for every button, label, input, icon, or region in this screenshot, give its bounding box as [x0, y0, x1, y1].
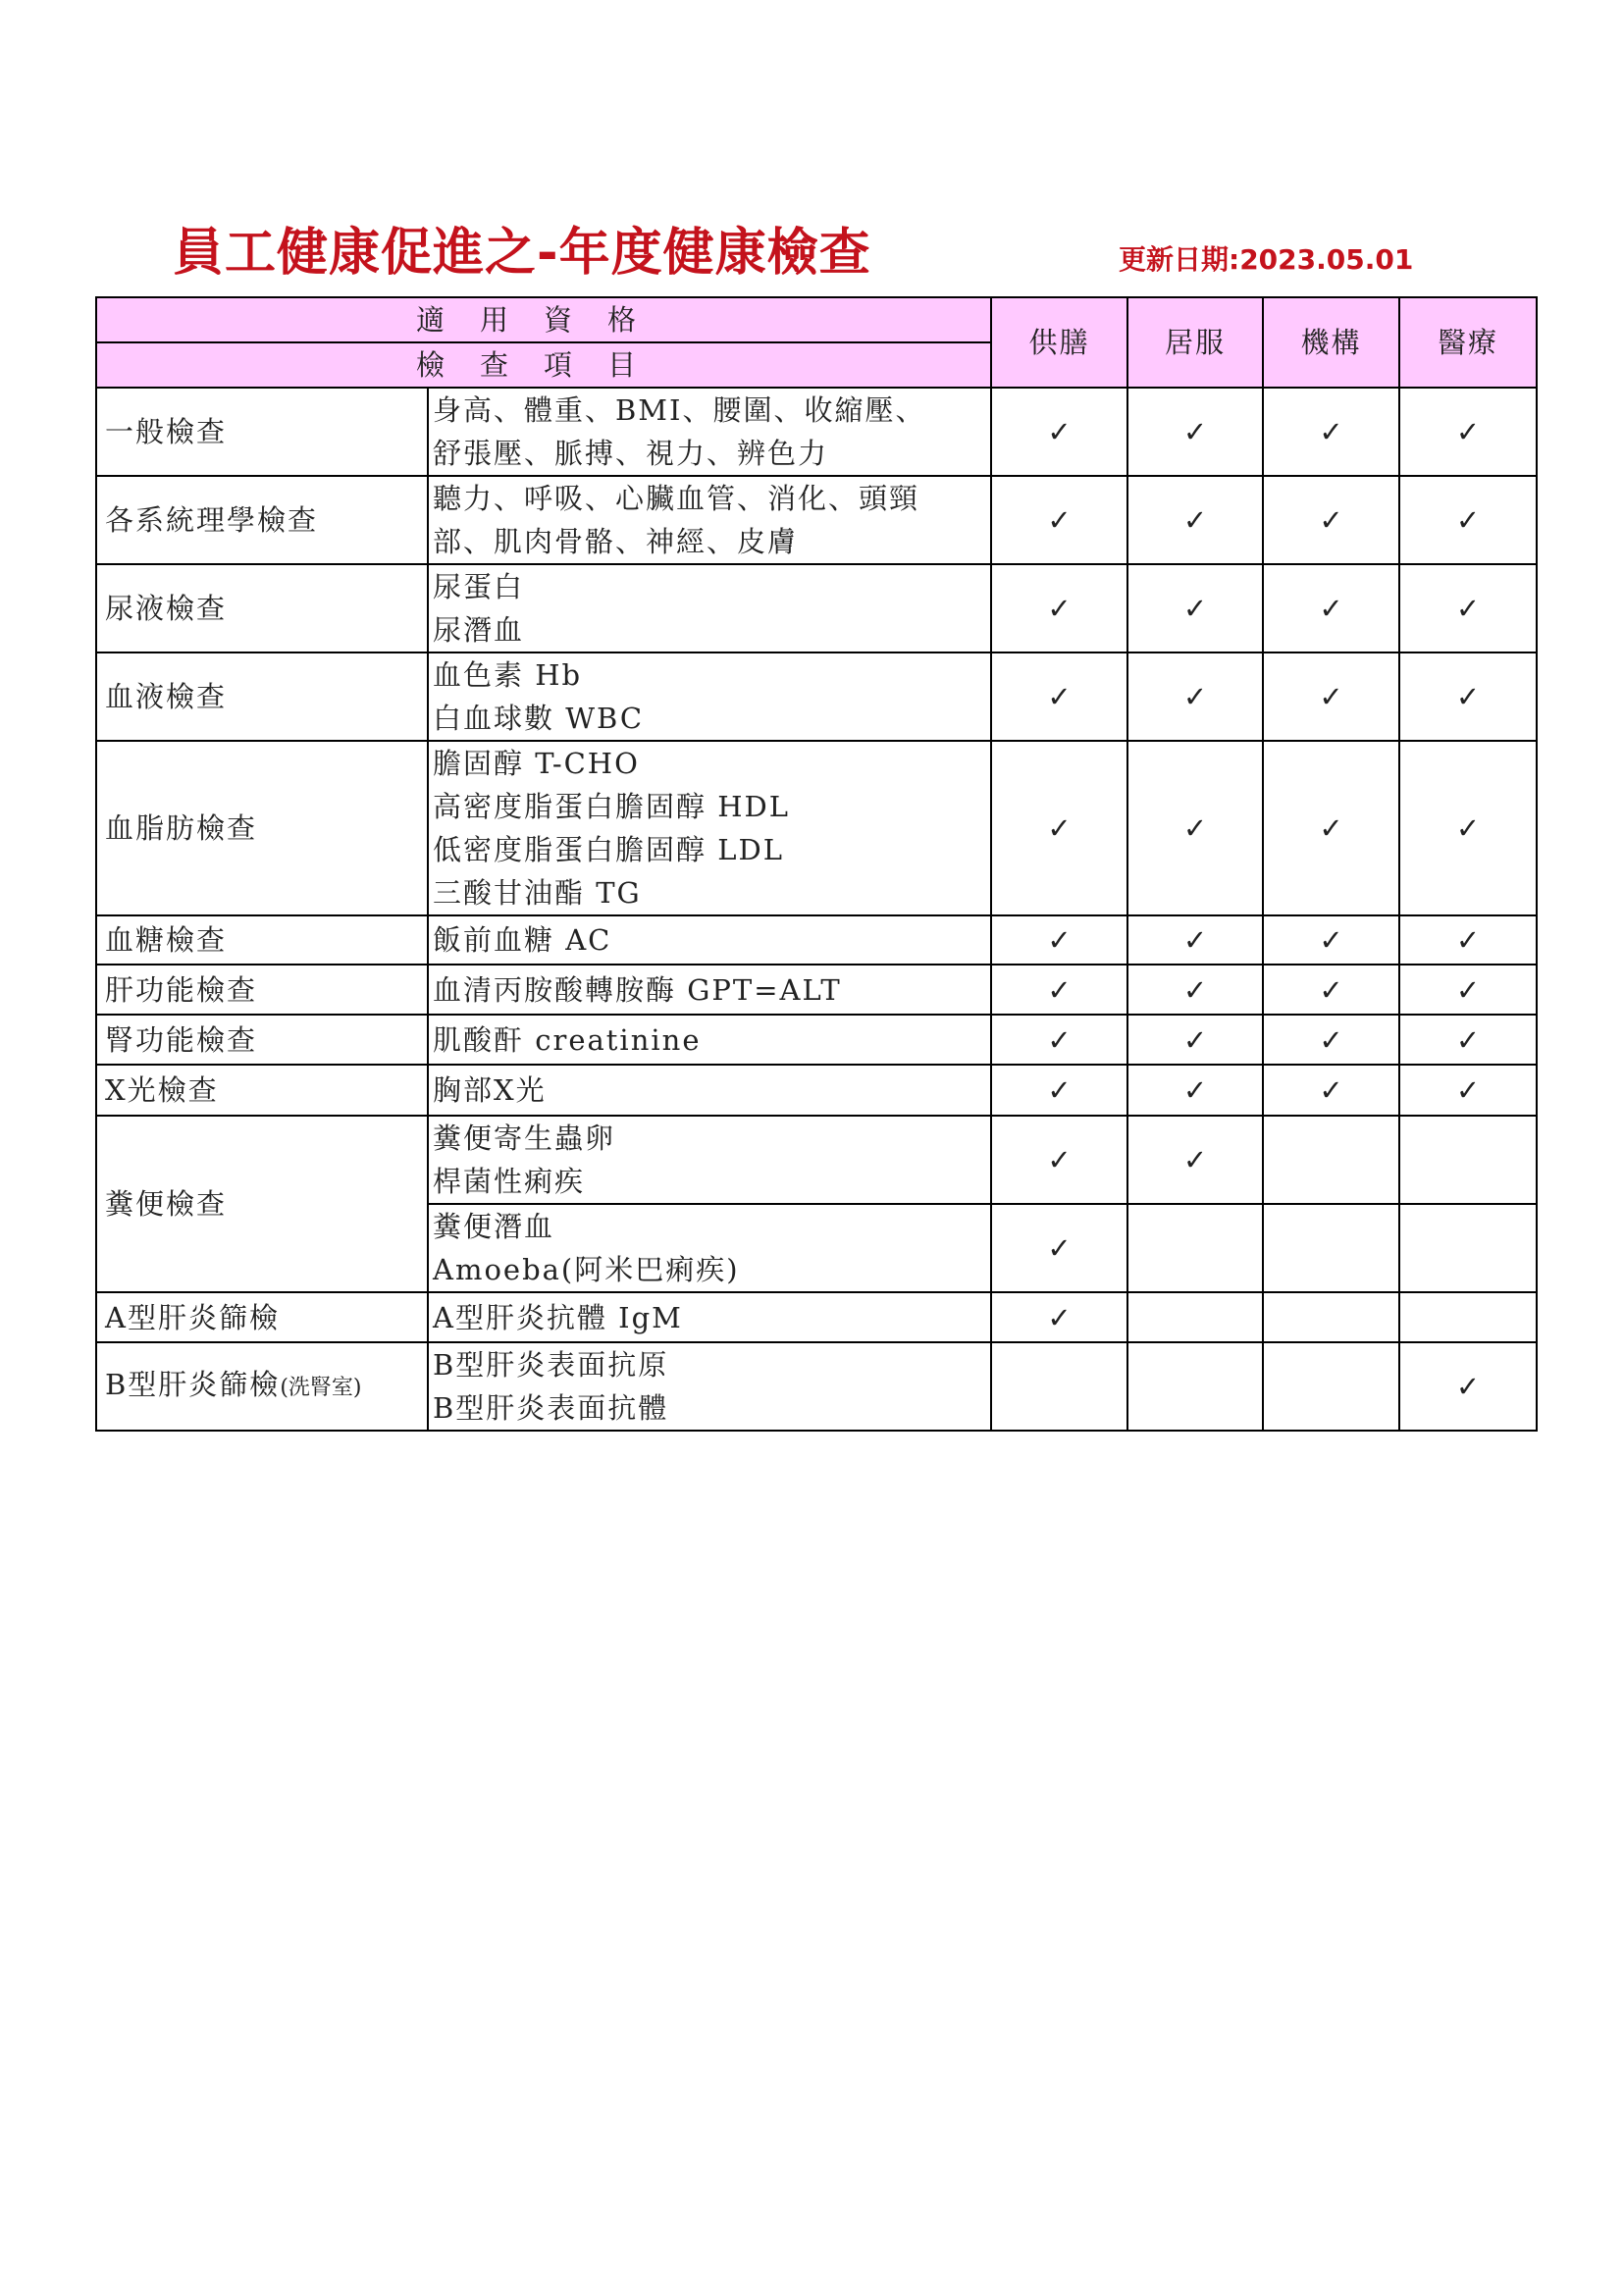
item-line: 身高、體重、BMI、腰圍、收縮壓、: [433, 393, 926, 427]
check-cell-catering: [991, 1065, 1127, 1116]
check-cell-home-care: [1127, 1065, 1263, 1116]
check-mark-icon: ✓: [1047, 1300, 1072, 1334]
check-cell-institution: [1263, 1065, 1399, 1116]
item-line: B型肝炎表面抗原: [433, 1348, 669, 1382]
category-label: 一般檢查: [105, 415, 228, 448]
check-cell-institution: [1263, 741, 1399, 915]
category-cell: [96, 1116, 428, 1292]
check-cell-medical: [1399, 741, 1537, 915]
item-line: B型肝炎表面抗體: [433, 1391, 669, 1425]
category-label: 各系統理學檢查: [105, 503, 319, 537]
category-cell: [96, 915, 428, 965]
check-mark-icon: ✓: [1047, 592, 1072, 625]
item-line: 肌酸酐 creatinine: [433, 1022, 702, 1057]
items-cell: [428, 476, 991, 564]
check-mark-icon: ✓: [1047, 923, 1072, 957]
category-label: 肝功能檢查: [105, 972, 258, 1007]
check-cell-institution: [1263, 652, 1399, 741]
category-cell: [96, 476, 428, 564]
check-mark-icon: ✓: [1455, 972, 1481, 1007]
check-mark-icon: ✓: [1319, 923, 1343, 957]
check-mark-icon: ✓: [1455, 503, 1481, 537]
check-cell-institution: [1263, 965, 1399, 1015]
items-cell: [428, 652, 991, 741]
items-cell: [428, 1342, 991, 1431]
check-mark-icon: ✓: [1047, 1022, 1072, 1057]
check-mark-icon: ✓: [1455, 923, 1481, 957]
check-cell-catering: [991, 1116, 1127, 1204]
item-line: 三酸甘油酯 TG: [433, 876, 642, 910]
table-row: [96, 652, 1537, 741]
check-mark-icon: ✓: [1182, 811, 1208, 845]
check-mark-icon: ✓: [1182, 680, 1208, 713]
category-note: (洗腎室): [280, 1376, 362, 1400]
items-cell: [428, 564, 991, 652]
check-cell-institution: [1263, 1015, 1399, 1065]
item-line: A型肝炎抗體 IgM: [433, 1300, 683, 1334]
check-cell-medical: [1399, 1065, 1537, 1116]
item-line: 白血球數 WBC: [433, 702, 645, 735]
check-cell-medical: [1399, 564, 1537, 652]
check-cell-catering: [991, 741, 1127, 915]
table-row: [96, 741, 1537, 915]
check-cell-institution: [1263, 1292, 1399, 1342]
item-line: 部、肌肉骨骼、神經、皮膚: [433, 525, 799, 558]
check-mark-icon: ✓: [1455, 415, 1481, 448]
column-header-medical: 醫療: [1399, 297, 1537, 388]
check-cell-catering: [991, 388, 1127, 476]
items-cell: [428, 1116, 991, 1204]
column-header-catering: 供膳: [991, 297, 1127, 388]
check-mark-icon: ✓: [1319, 680, 1343, 713]
check-cell-home-care: [1127, 915, 1263, 965]
update-date: 更新日期:2023.05.01: [1119, 243, 1414, 276]
items-cell: [428, 915, 991, 965]
table-row: [96, 1065, 1537, 1116]
check-mark-icon: ✓: [1455, 1370, 1481, 1403]
table-row: [96, 476, 1537, 564]
category-label: 糞便檢查: [105, 1187, 228, 1221]
category-cell: [96, 1015, 428, 1065]
qualification-header: 適用資格: [96, 297, 991, 342]
check-cell-home-care: [1127, 1116, 1263, 1204]
item-line: 血清丙胺酸轉胺酶 GPT=ALT: [433, 972, 842, 1007]
table-row: [96, 1116, 1537, 1204]
check-cell-institution: [1263, 1116, 1399, 1204]
item-line: 飯前血糖 AC: [433, 923, 612, 957]
category-cell: [96, 1342, 428, 1431]
check-mark-icon: ✓: [1455, 592, 1481, 625]
check-cell-catering: [991, 564, 1127, 652]
table-row: [96, 388, 1537, 476]
item-line: 胸部X光: [433, 1073, 547, 1107]
page-title: 員工健康促進之-年度健康檢查: [173, 224, 871, 283]
category-cell: [96, 741, 428, 915]
check-mark-icon: ✓: [1182, 415, 1208, 448]
category-label: 血糖檢查: [105, 923, 228, 957]
category-cell: [96, 965, 428, 1015]
items-cell: [428, 388, 991, 476]
check-cell-catering: [991, 915, 1127, 965]
check-mark-icon: ✓: [1182, 1073, 1208, 1107]
check-cell-home-care: [1127, 965, 1263, 1015]
check-mark-icon: ✓: [1319, 503, 1343, 537]
check-cell-medical: [1399, 476, 1537, 564]
items-cell: [428, 741, 991, 915]
check-mark-icon: ✓: [1047, 1073, 1072, 1107]
category-cell: [96, 1292, 428, 1342]
item-line: 低密度脂蛋白膽固醇 LDL: [433, 833, 784, 866]
check-mark-icon: ✓: [1455, 1073, 1481, 1107]
table-row: [96, 965, 1537, 1015]
item-line: 高密度脂蛋白膽固醇 HDL: [433, 790, 791, 823]
check-cell-institution: [1263, 1204, 1399, 1292]
check-mark-icon: ✓: [1047, 503, 1072, 537]
check-cell-medical: [1399, 1292, 1537, 1342]
check-mark-icon: ✓: [1047, 972, 1072, 1007]
item-line: 聽力、呼吸、心臟血管、消化、頭頸: [433, 482, 920, 515]
check-mark-icon: ✓: [1182, 503, 1208, 537]
check-cell-home-care: [1127, 1015, 1263, 1065]
items-cell: [428, 1015, 991, 1065]
check-cell-medical: [1399, 1015, 1537, 1065]
check-mark-icon: ✓: [1455, 811, 1481, 845]
check-mark-icon: ✓: [1047, 415, 1072, 448]
item-line: 糞便寄生蟲卵: [433, 1122, 616, 1155]
check-cell-medical: [1399, 1342, 1537, 1431]
check-cell-institution: [1263, 476, 1399, 564]
check-cell-catering: [991, 652, 1127, 741]
check-cell-catering: [991, 1204, 1127, 1292]
category-label: B型肝炎篩檢: [105, 1368, 281, 1401]
category-label: A型肝炎篩檢: [105, 1300, 280, 1334]
column-header-home-care: 居服: [1127, 297, 1263, 388]
check-cell-medical: [1399, 652, 1537, 741]
check-cell-home-care: [1127, 652, 1263, 741]
table-row: [96, 1015, 1537, 1065]
check-cell-medical: [1399, 965, 1537, 1015]
item-line: 糞便潛血: [433, 1210, 555, 1243]
category-cell: [96, 388, 428, 476]
check-cell-catering: [991, 1292, 1127, 1342]
category-label: X光檢查: [105, 1073, 219, 1107]
check-cell-home-care: [1127, 564, 1263, 652]
check-mark-icon: ✓: [1182, 923, 1208, 957]
item-line: 舒張壓、脈搏、視力、辨色力: [433, 437, 829, 470]
check-cell-institution: [1263, 564, 1399, 652]
category-label: 腎功能檢查: [105, 1022, 258, 1057]
check-mark-icon: ✓: [1319, 811, 1343, 845]
category-cell: [96, 652, 428, 741]
table-row: [96, 564, 1537, 652]
items-header: 檢查項目: [96, 342, 991, 388]
check-mark-icon: ✓: [1047, 1143, 1072, 1176]
check-mark-icon: ✓: [1047, 680, 1072, 713]
check-cell-home-care: [1127, 1342, 1263, 1431]
item-line: 尿蛋白: [433, 570, 525, 603]
check-cell-medical: [1399, 915, 1537, 965]
items-cell: [428, 1204, 991, 1292]
check-mark-icon: ✓: [1319, 972, 1343, 1007]
check-cell-catering: [991, 1342, 1127, 1431]
item-line: 膽固醇 T-CHO: [433, 747, 640, 780]
check-cell-medical: [1399, 1204, 1537, 1292]
check-cell-home-care: [1127, 741, 1263, 915]
item-line: 桿菌性痢疾: [433, 1165, 586, 1198]
items-cell: [428, 965, 991, 1015]
check-cell-medical: [1399, 1116, 1537, 1204]
category-cell: [96, 1065, 428, 1116]
category-label: 血脂肪檢查: [105, 811, 258, 845]
item-line: Amoeba(阿米巴痢疾): [433, 1253, 740, 1286]
check-mark-icon: ✓: [1047, 811, 1072, 845]
category-label: 尿液檢查: [105, 592, 228, 625]
check-cell-medical: [1399, 388, 1537, 476]
check-mark-icon: ✓: [1319, 415, 1343, 448]
items-cell: [428, 1292, 991, 1342]
check-mark-icon: ✓: [1182, 592, 1208, 625]
check-cell-institution: [1263, 1342, 1399, 1431]
table-row: [96, 1342, 1537, 1431]
check-cell-home-care: [1127, 388, 1263, 476]
check-cell-institution: [1263, 915, 1399, 965]
check-cell-home-care: [1127, 476, 1263, 564]
table-row: [96, 1292, 1537, 1342]
check-cell-catering: [991, 965, 1127, 1015]
column-header-institution: 機構: [1263, 297, 1399, 388]
health-check-table: [95, 296, 1538, 1432]
check-cell-catering: [991, 1015, 1127, 1065]
check-mark-icon: ✓: [1455, 680, 1481, 713]
item-line: 尿潛血: [433, 613, 525, 647]
category-cell: [96, 564, 428, 652]
items-cell: [428, 1065, 991, 1116]
check-cell-home-care: [1127, 1204, 1263, 1292]
check-cell-institution: [1263, 388, 1399, 476]
check-cell-catering: [991, 476, 1127, 564]
check-mark-icon: ✓: [1182, 1143, 1208, 1176]
check-mark-icon: ✓: [1319, 1073, 1343, 1107]
category-label: 血液檢查: [105, 680, 228, 713]
check-mark-icon: ✓: [1047, 1231, 1072, 1265]
table-row: [96, 915, 1537, 965]
header-row-qualification: [96, 297, 1537, 342]
check-mark-icon: ✓: [1455, 1022, 1481, 1057]
check-mark-icon: ✓: [1319, 592, 1343, 625]
check-mark-icon: ✓: [1319, 1022, 1343, 1057]
check-mark-icon: ✓: [1182, 972, 1208, 1007]
item-line: 血色素 Hb: [433, 658, 583, 692]
check-mark-icon: ✓: [1182, 1022, 1208, 1057]
check-cell-home-care: [1127, 1292, 1263, 1342]
